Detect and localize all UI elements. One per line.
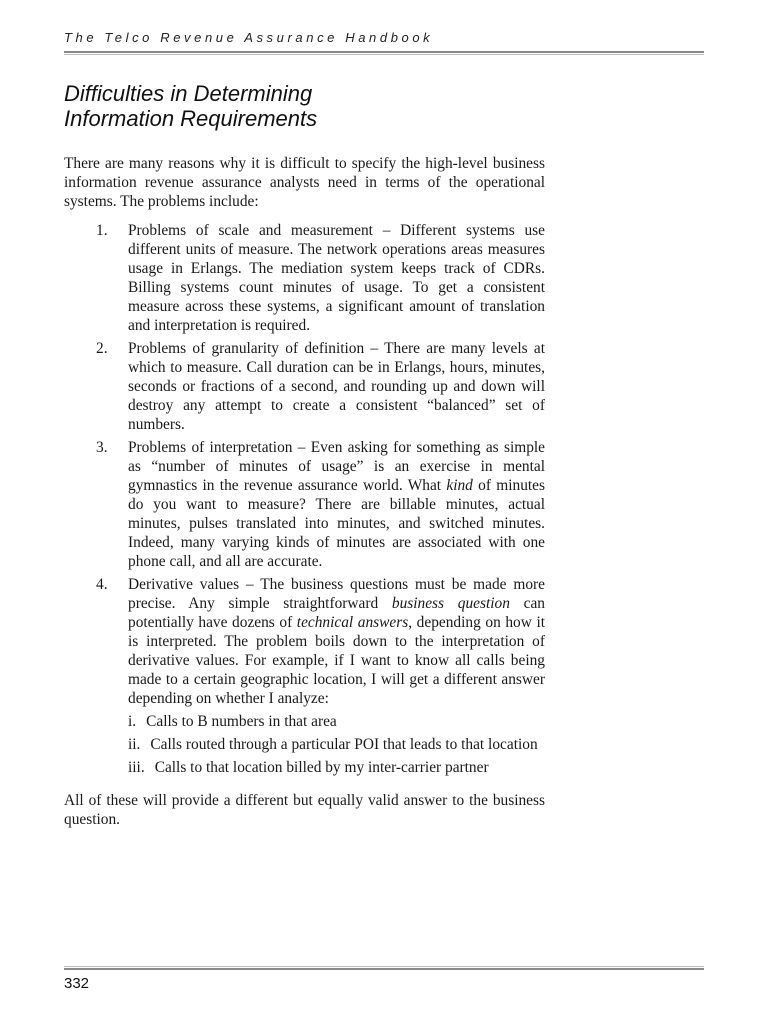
- sub-list-item-text: Calls to B numbers in that area: [146, 713, 337, 730]
- sub-list-item: [128, 758, 545, 777]
- body-text: [64, 154, 545, 829]
- list-item: [64, 221, 545, 335]
- list-item: [64, 438, 545, 571]
- sub-list-item-number: ii.: [128, 736, 141, 753]
- list-item-number: 2.: [96, 340, 108, 357]
- section-title: [64, 81, 624, 131]
- running-head: The Telco Revenue Assurance Handbook: [64, 30, 434, 45]
- list-item-text-part: of minutes do you want to measure? There are billable minutes, actual minutes, pulses translated into minutes, and switched minutes. Indeed, many varying kinds of minutes are associated with one phone call, and all are accurate.: [128, 477, 545, 570]
- emphasis: kind: [446, 477, 473, 494]
- list-item-number: 1.: [96, 222, 108, 239]
- list-item-text: [128, 576, 545, 707]
- list-item-number: 3.: [96, 439, 108, 456]
- header-rule: [64, 51, 704, 55]
- emphasis: technical answers: [296, 614, 409, 631]
- list-item-text-part: Derivative values – The business questions must be made more precise. Any simple straightforward: [128, 576, 545, 612]
- sub-list: [128, 712, 545, 777]
- sub-list-item-number: iii.: [128, 759, 145, 776]
- section-title-line-1: Difficulties in Determining: [64, 81, 313, 106]
- list-item-text: Problems of scale and measurement – Different systems use different units of measure. The network operations areas measures usage in Erlangs. The mediation system keeps track of CDRs. Billing systems count minutes of usage. To get a consistent measure across these systems, a significant amount of translation and interpretation is required.: [128, 222, 545, 334]
- list-item-number: 4.: [96, 576, 108, 593]
- list-item-text: Problems of granularity of definition – There are many levels at which to measure. Call duration can be in Erlangs, hours, minutes, seconds or fractions of a second, and rounding up and down will destroy any attempt to create a consistent “balanced” set of numbers.: [128, 340, 545, 433]
- page-number: 332: [64, 975, 90, 992]
- sub-list-item-text: Calls to that location billed by my inter-carrier partner: [154, 759, 489, 776]
- list-item-text-part: Problems of interpretation – Even asking for something as simple as “number of minutes of usage” is an exercise in mental gymnastics in the revenue assurance world. What: [128, 439, 545, 494]
- sub-list-item-number: i.: [128, 713, 137, 730]
- sub-list-item: [128, 712, 545, 731]
- footer-rule: [64, 966, 704, 970]
- closing-paragraph: All of these will provide a different but equally valid answer to the business question.: [64, 792, 545, 828]
- sub-list-item: [128, 735, 545, 754]
- section-title-line-2: Information Requirements: [64, 106, 318, 131]
- sub-list-item-text: Calls routed through a particular POI that leads to that location: [150, 736, 538, 753]
- list-item: [64, 575, 545, 777]
- list-item-text-part: can potentially have dozens of: [128, 595, 545, 631]
- list-item: [64, 339, 545, 434]
- list-item-text: [128, 439, 545, 570]
- list-item-text-part: , depending on how it is interpreted. The problem boils down to the interpretation of derivative values. For example, if I want to know all calls being made to a certain geographic location, I will get a different answer depending on whether I analyze:: [128, 614, 546, 707]
- emphasis: business question: [391, 595, 510, 612]
- problems-list: [64, 221, 545, 777]
- intro-paragraph: There are many reasons why it is difficult to specify the high-level business information revenue assurance analysts need in terms of the operational systems. The problems include:: [64, 155, 545, 210]
